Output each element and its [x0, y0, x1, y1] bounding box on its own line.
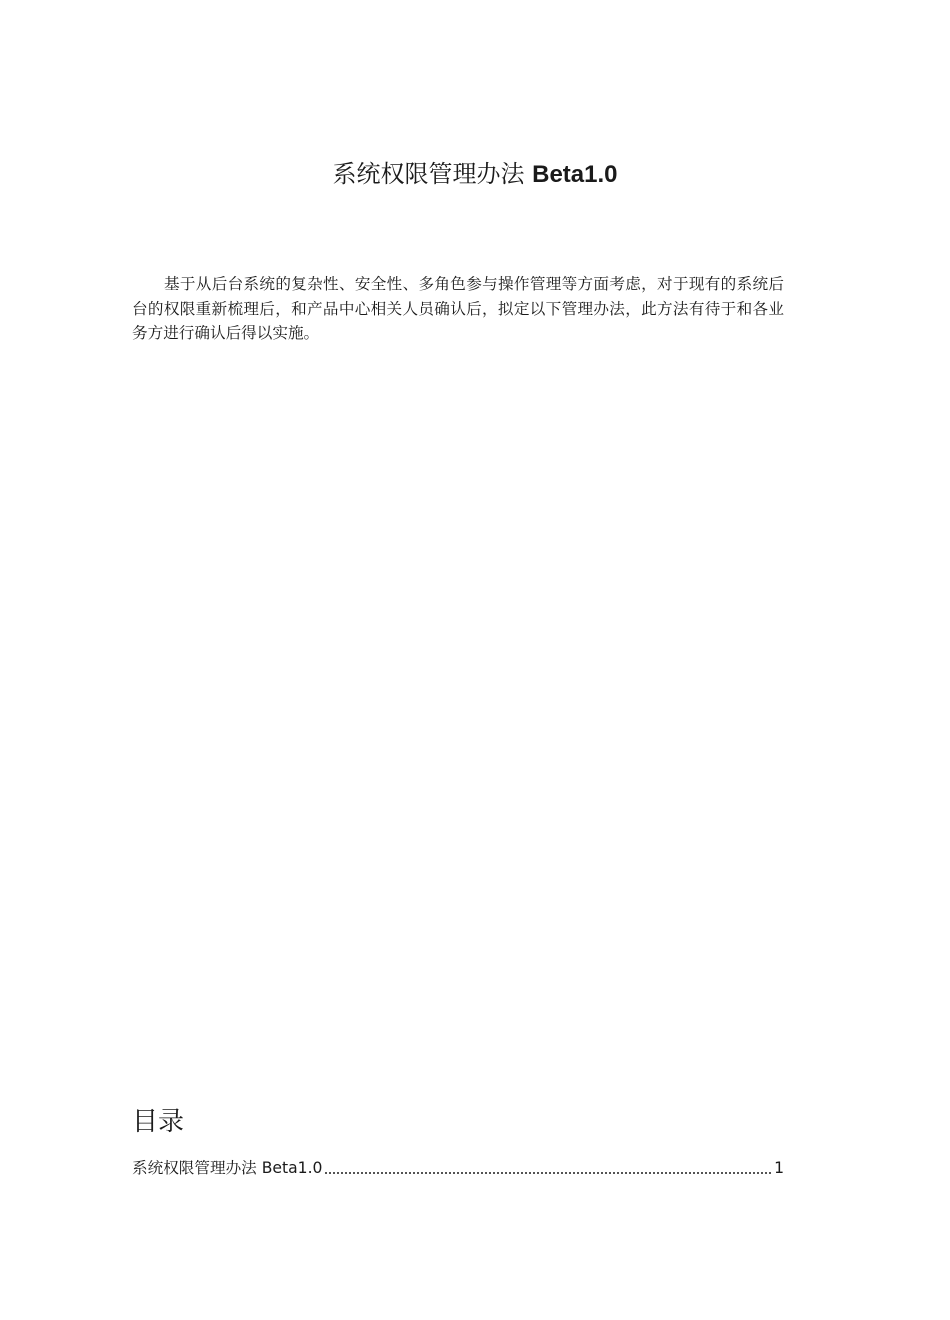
- toc-entry-page-number[interactable]: 1: [774, 1159, 784, 1177]
- page-title: [0, 152, 950, 197]
- toc-entry[interactable]: [132, 1156, 784, 1180]
- page-title-version: Beta1.0: [532, 161, 618, 188]
- page-title-chinese: 系统权限管理办法: [332, 160, 525, 188]
- intro-paragraph: 基于从后台系统的复杂性、安全性、多角色参与操作管理等方面考虑，对于现有的系统后台的权限重新梳理后，和产品中心相关人员确认后，拟定以下管理办法，此方法有待于和各业务方进行确认后得以实施。: [132, 275, 784, 342]
- toc-heading: 目录: [132, 1107, 185, 1137]
- toc-dot-leader: [325, 1171, 771, 1174]
- toc-entry-text[interactable]: 系统权限管理办法 Beta1.0: [132, 1159, 323, 1177]
